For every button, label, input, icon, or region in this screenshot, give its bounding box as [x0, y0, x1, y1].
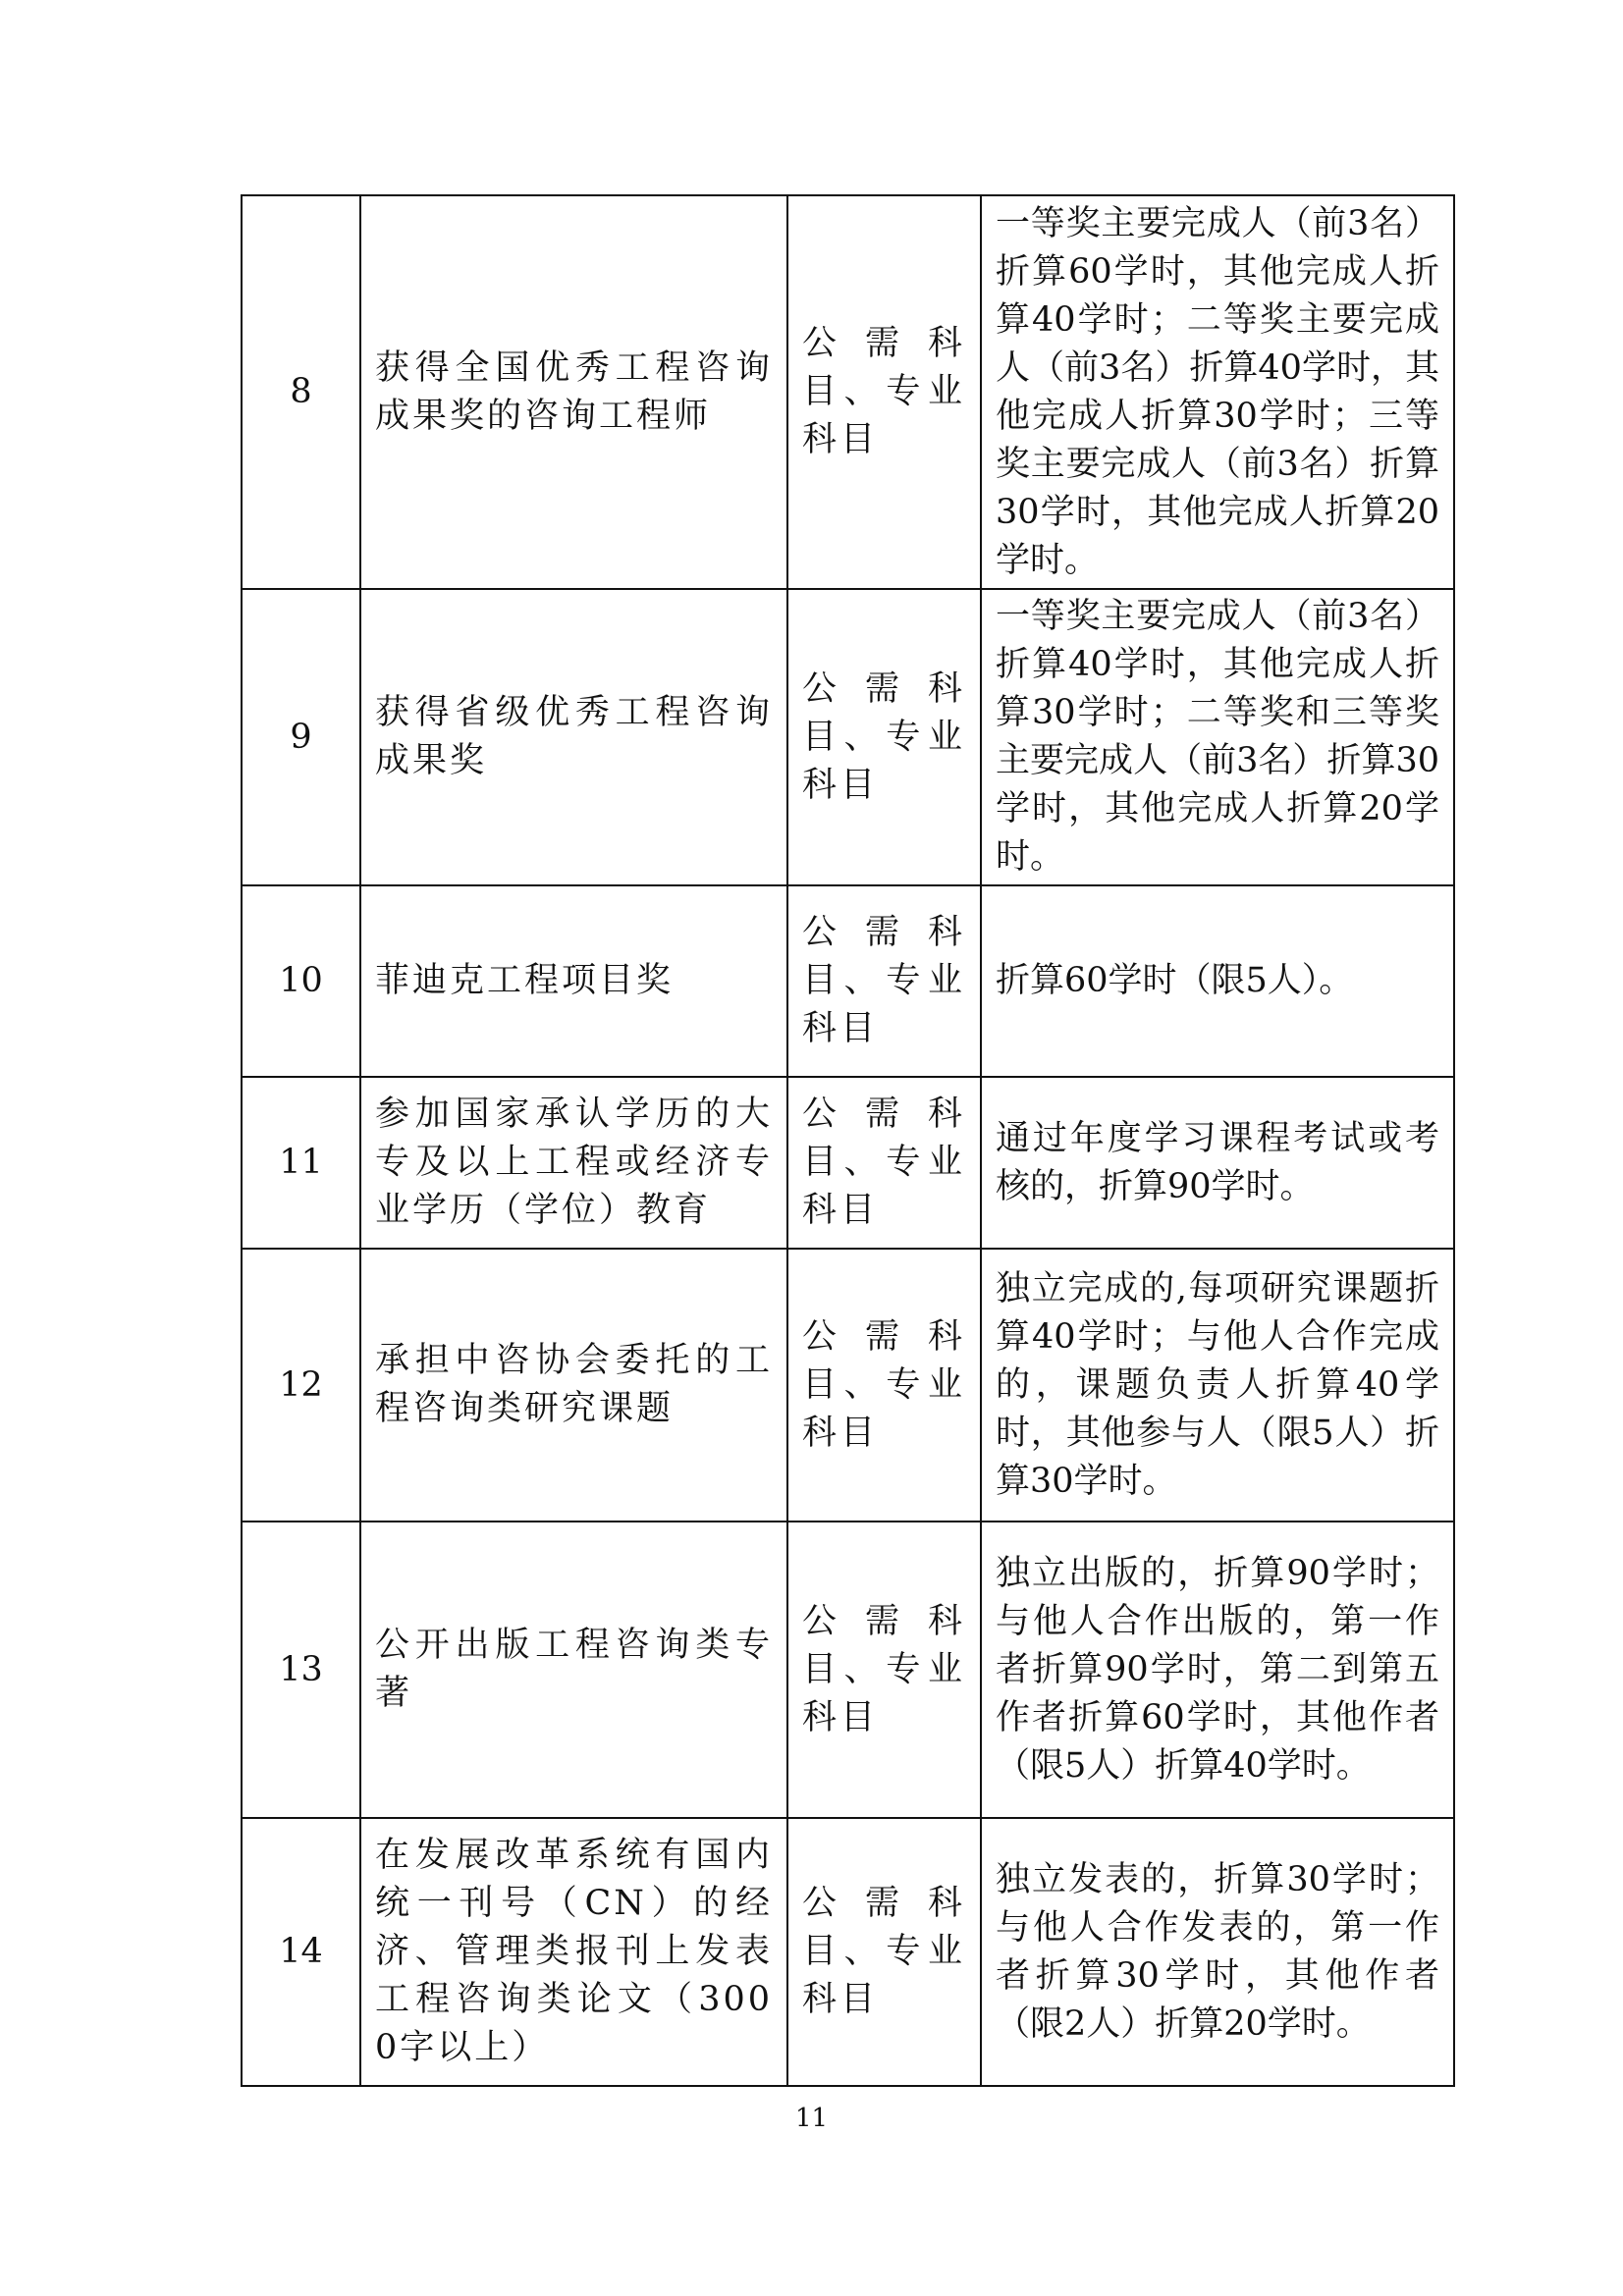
- table-row: [242, 589, 1454, 885]
- table-row: [242, 195, 1454, 589]
- activity-item: 参加国家承认学历的大专及以上工程或经济专业学历（学位）教育: [360, 1077, 787, 1249]
- row-number: 10: [242, 885, 360, 1077]
- activity-item: 承担中咨协会委托的工程咨询类研究课题: [360, 1249, 787, 1522]
- subject-type: 公需科目、专业科目: [787, 1522, 981, 1818]
- page-number: 11: [794, 2104, 829, 2133]
- table-row: [242, 885, 1454, 1077]
- table-row: [242, 1818, 1454, 2086]
- credit-rule: 独立发表的，折算30学时；与他人合作发表的，第一作者折算30学时，其他作者（限2人）折算20学时。: [981, 1818, 1454, 2086]
- subject-type: 公需科目、专业科目: [787, 195, 981, 589]
- credit-rule: 独立出版的，折算90学时；与他人合作出版的，第一作者折算90学时，第二到第五作者折算60学时，其他作者（限5人）折算40学时。: [981, 1522, 1454, 1818]
- table-row: [242, 1522, 1454, 1818]
- credit-rule: 一等奖主要完成人（前3名）折算40学时，其他完成人折算30学时；二等奖和三等奖主要完成人（前3名）折算30学时，其他完成人折算20学时。: [981, 589, 1454, 885]
- credit-rule: 独立完成的,每项研究课题折算40学时；与他人合作完成的，课题负责人折算40学时，其他参与人（限5人）折算30学时。: [981, 1249, 1454, 1522]
- subject-type: 公需科目、专业科目: [787, 1077, 981, 1249]
- activity-item: 菲迪克工程项目奖: [360, 885, 787, 1077]
- continuing-education-credit-table: [241, 194, 1455, 2087]
- table-row: [242, 1249, 1454, 1522]
- row-number: 8: [242, 195, 360, 589]
- row-number: 12: [242, 1249, 360, 1522]
- activity-item: 获得全国优秀工程咨询成果奖的咨询工程师: [360, 195, 787, 589]
- subject-type: 公需科目、专业科目: [787, 1249, 981, 1522]
- row-number: 13: [242, 1522, 360, 1818]
- table-row: [242, 1077, 1454, 1249]
- credit-rule: 折算60学时（限5人）。: [981, 885, 1454, 1077]
- activity-item: 在发展改革系统有国内统一刊号（CN）的经济、管理类报刊上发表工程咨询类论文（3000字以上）: [360, 1818, 787, 2086]
- subject-type: 公需科目、专业科目: [787, 589, 981, 885]
- subject-type: 公需科目、专业科目: [787, 885, 981, 1077]
- row-number: 14: [242, 1818, 360, 2086]
- activity-item: 获得省级优秀工程咨询成果奖: [360, 589, 787, 885]
- row-number: 11: [242, 1077, 360, 1249]
- credit-rule: 一等奖主要完成人（前3名）折算60学时，其他完成人折算40学时；二等奖主要完成人（前3名）折算40学时，其他完成人折算30学时；三等奖主要完成人（前3名）折算30学时，其他完成人折算20学时。: [981, 195, 1454, 589]
- credit-rule: 通过年度学习课程考试或考核的，折算90学时。: [981, 1077, 1454, 1249]
- subject-type: 公需科目、专业科目: [787, 1818, 981, 2086]
- activity-item: 公开出版工程咨询类专著: [360, 1522, 787, 1818]
- row-number: 9: [242, 589, 360, 885]
